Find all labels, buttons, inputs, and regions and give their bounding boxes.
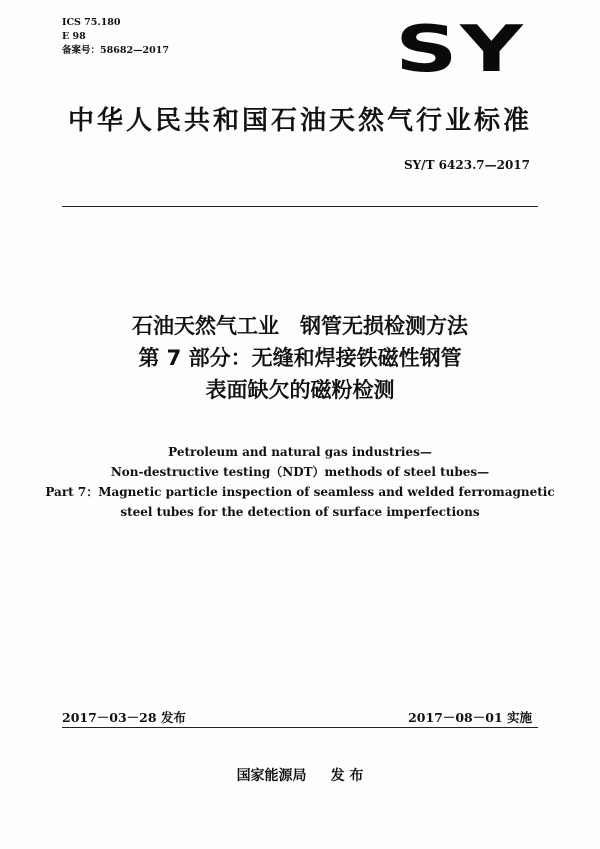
record-number: 备案号：58682—2017: [62, 45, 169, 56]
issuer-name: 国家能源局: [236, 768, 307, 784]
english-title-line-2: Non-destructive testing（NDT）methods of steel tubes—: [110, 465, 490, 479]
chinese-title-line-1: 石油天然气工业 钢管无损检测方法: [132, 314, 468, 338]
chinese-title: [0, 310, 600, 406]
standard-metadata: [62, 16, 169, 58]
english-title-line-4: steel tubes for the detection of surface imperfections: [120, 505, 480, 519]
ics-code: ICS 75.180: [62, 17, 121, 28]
english-title-line-1: Petroleum and natural gas industries—: [168, 445, 432, 459]
top-divider: [62, 206, 538, 207]
chinese-title-line-3: 表面缺欠的磁粉检测: [205, 378, 395, 402]
issuer-line: [0, 765, 600, 785]
standard-number: SY/T 6423.7—2017: [403, 158, 530, 172]
english-title: [0, 442, 600, 522]
effective-date: 2017－08－01 实施: [408, 710, 532, 725]
english-title-line-3: Part 7：Magnetic particle inspection of seamless and welded ferromagnetic: [45, 485, 555, 499]
issue-date: 2017－03－28 发布: [62, 710, 186, 725]
standard-title: 中华人民共和国石油天然气行业标准: [67, 106, 532, 136]
chinese-title-line-2: 第 7 部分：无缝和焊接铁磁性钢管: [138, 346, 462, 370]
sy-logo: SY: [394, 13, 525, 87]
category-code: E 98: [62, 31, 86, 42]
issuer-action: 发 布: [330, 768, 364, 784]
bottom-divider: [62, 727, 538, 728]
